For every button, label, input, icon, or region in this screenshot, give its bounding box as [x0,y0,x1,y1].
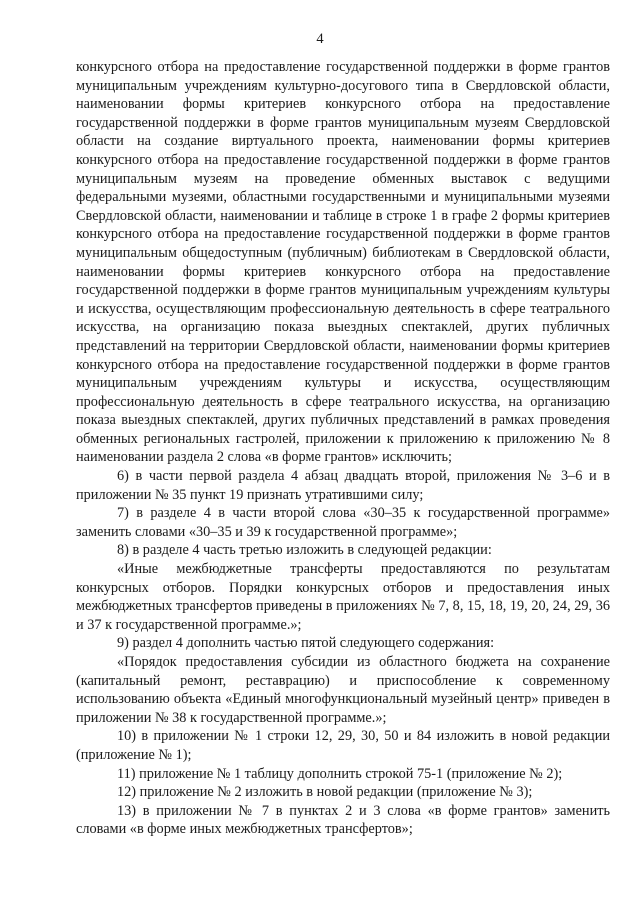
page-number: 4 [316,31,324,47]
paragraph-quote-transfers: «Иные межбюджетные трансферты предоставляются по результатам конкурсных отборов. Порядки конкурсных отборов и предоставления иных межбюджетных трансфертов приведены в приложениях № 7, 8, 15, 18, 19, 20, 24, 29, 36 и 37 к государственной программе.»; [76,561,610,633]
paragraph-item-13: 13) в приложении № 7 в пунктах 2 и 3 слова «в форме грантов» заменить словами «в форме иных межбюджетных трансфертов»; [76,802,610,838]
paragraph-item-11: 11) приложение № 1 таблицу дополнить строкой 75-1 (приложение № 2); [117,765,563,782]
paragraph-item-12: 12) приложение № 2 изложить в новой редакции (приложение № 3); [117,784,533,801]
paragraph-quote-subsidy: «Порядок предоставления субсидии из областного бюджета на сохранение (капитальный ремонт, реставрацию) и приспособление к современному использованию объекта «Единый многофункциональный музейный центр» приведен в приложении № 38 к государственной программе.»; [76,654,610,726]
paragraph-item-6: 6) в части первой раздела 4 абзац двадцать второй, приложения № 3–6 и в приложении № 35 пункт 19 признать утратившими силу; [76,468,610,503]
paragraph-item-7: 7) в разделе 4 в части второй слова «30–35 к государственной программе» заменить словами «30–35 и 39 к государственной программе»; [76,505,610,540]
paragraph-item-9: 9) раздел 4 дополнить частью пятой следующего содержания: [117,635,495,652]
paragraph-item-8: 8) в разделе 4 часть третью изложить в следующей редакции: [117,542,492,559]
paragraph-item-10: 10) в приложении № 1 строки 12, 29, 30, 50 и 84 изложить в новой редакции (приложение № 1); [76,728,610,763]
document-body [76,58,610,839]
paragraph-continuation: конкурсного отбора на предоставление государственной поддержки в форме грантов муниципальным учреждениям культурно-досугового типа в Свердловской области, наименовании формы критериев конкурсного отбора на предоставление государственной поддержки в форме грантов муниципальным музеям Свердловской области на создание виртуального проекта, наименовании формы критериев конкурсного отбора на предоставление государственной поддержки в форме грантов муниципальным музеям на проведение обменных выставок с ведущими федеральными музеями, областными государственными и муниципальными музеями Свердловской области, наименовании и таблице в строке 1 в графе 2 формы критериев конкурсного отбора на предоставление государственной поддержки в форме грантов муниципальным общедоступным (публичным) библиотекам в Свердловской области, наименовании формы критериев конкурсного отбора на предоставление государственной поддержки в форме грантов муниципальным учреждениям культуры и искусства, осуществляющим профессиональную деятельность в сфере театрального искусства, на организацию показа выездных спектаклей, других публичных представлений на территории Свердловской области, наименовании формы критериев конкурсного отбора на предоставление государственной поддержки в форме грантов муниципальным учреждениям культуры и искусства, осуществляющим профессиональную деятельность в сфере театрального искусства, на организацию показа выездных спектаклей, других публичных представлений в рамках проведения обменных региональных гастролей, приложении к приложению к приложению № 8 наименовании раздела 2 слова «в форме грантов» исключить; [76,59,610,466]
